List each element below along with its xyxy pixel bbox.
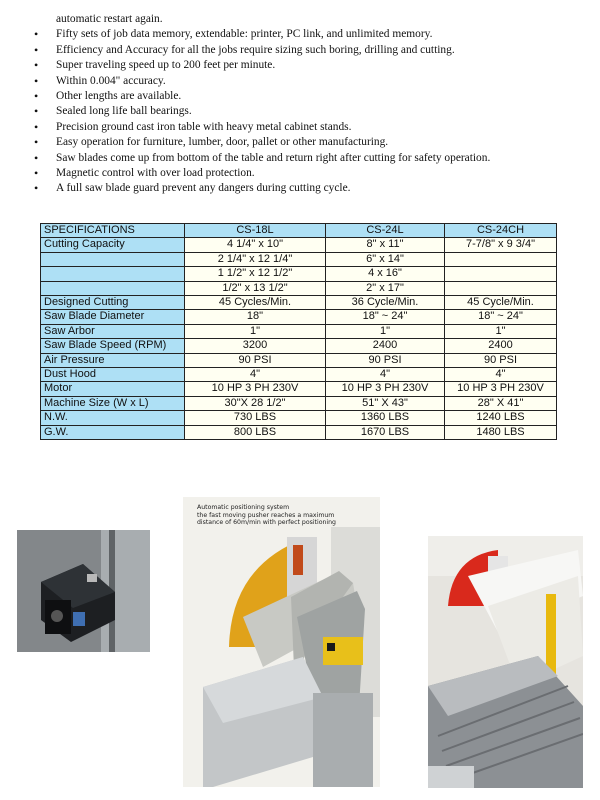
- spec-value: 3200: [185, 339, 326, 353]
- table-row: [41, 267, 557, 281]
- feature-item: • Within 0.004" accuracy.: [30, 74, 590, 89]
- spec-label: Saw Blade Speed (RPM): [41, 339, 185, 353]
- feature-item: • Fifty sets of job data memory, extendable: printer, PC link, and unlimited memory.: [30, 27, 590, 42]
- table-row: [41, 396, 557, 410]
- spec-value: 10 HP 3 PH 230V: [445, 382, 557, 396]
- table-row: [41, 339, 557, 353]
- feature-item: • Easy operation for furniture, lumber, door, pallet or other manufacturing.: [30, 135, 590, 150]
- spec-value: 4": [326, 368, 445, 382]
- spec-value: 28" X 41": [445, 396, 557, 410]
- table-row: [41, 238, 557, 252]
- spec-value: 2 1/4" x 12 1/4": [185, 252, 326, 266]
- spec-value: 730 LBS: [185, 411, 326, 425]
- spec-value: 90 PSI: [326, 353, 445, 367]
- spec-value: 7-7/8" x 9 3/4": [445, 238, 557, 252]
- features-section: [30, 12, 590, 197]
- spec-value: 1670 LBS: [326, 425, 445, 439]
- header-cell: CS-24L: [326, 224, 445, 238]
- specifications-table: [40, 223, 557, 440]
- spec-label: [41, 267, 185, 281]
- feature-item: • Other lengths are available.: [30, 89, 590, 104]
- table-row: [41, 382, 557, 396]
- spec-value: 4": [445, 368, 557, 382]
- table-body: [41, 238, 557, 440]
- features-continuation: automatic restart again.: [56, 13, 163, 25]
- motor-photo: [17, 530, 150, 652]
- table-row: [41, 353, 557, 367]
- spec-value: 18" ~ 24": [445, 310, 557, 324]
- saw-table-photo: [428, 536, 583, 788]
- features-list: [30, 27, 590, 196]
- spec-value: 1480 LBS: [445, 425, 557, 439]
- table-row: [41, 368, 557, 382]
- spec-value: 4 x 16": [326, 267, 445, 281]
- spec-label: [41, 281, 185, 295]
- spec-value: 90 PSI: [185, 353, 326, 367]
- table-header-row: [41, 224, 557, 238]
- spec-label: Motor: [41, 382, 185, 396]
- spec-value: 1": [326, 324, 445, 338]
- photo-caption: Automatic positioning system the fast moving pusher reaches a maximum distance of 60m/min with perfect positioning: [197, 504, 336, 527]
- spec-value: 45 Cycles/Min.: [185, 296, 326, 310]
- spec-value: 51" X 43": [326, 396, 445, 410]
- header-cell: SPECIFICATIONS: [41, 224, 185, 238]
- spec-value: 18" ~ 24": [326, 310, 445, 324]
- feature-item: • Precision ground cast iron table with heavy metal cabinet stands.: [30, 120, 590, 135]
- positioning-system-photo: [183, 497, 380, 787]
- spec-value: 45 Cycle/Min.: [445, 296, 557, 310]
- spec-value: 2" x 17": [326, 281, 445, 295]
- spec-label: Saw Blade Diameter: [41, 310, 185, 324]
- spec-value: 1": [185, 324, 326, 338]
- spec-value: 800 LBS: [185, 425, 326, 439]
- spec-value: 1360 LBS: [326, 411, 445, 425]
- spec-value: [445, 281, 557, 295]
- table-row: [41, 425, 557, 439]
- feature-item: • Sealed long life ball bearings.: [30, 104, 590, 119]
- header-cell: CS-18L: [185, 224, 326, 238]
- spec-value: [445, 252, 557, 266]
- spec-label: Air Pressure: [41, 353, 185, 367]
- feature-item: • Magnetic control with over load protection.: [30, 166, 590, 181]
- table-row: [41, 324, 557, 338]
- spec-value: 90 PSI: [445, 353, 557, 367]
- spec-label: Designed Cutting: [41, 296, 185, 310]
- spec-label: G.W.: [41, 425, 185, 439]
- table-row: [41, 411, 557, 425]
- spec-value: [445, 267, 557, 281]
- spec-value: 10 HP 3 PH 230V: [326, 382, 445, 396]
- spec-label: N.W.: [41, 411, 185, 425]
- spec-value: 4 1/4" x 10": [185, 238, 326, 252]
- table-row: [41, 252, 557, 266]
- spec-label: Saw Arbor: [41, 324, 185, 338]
- feature-item: • A full saw blade guard prevent any dangers during cutting cycle.: [30, 181, 590, 196]
- table-row: [41, 281, 557, 295]
- spec-value: 6" x 14": [326, 252, 445, 266]
- spec-label: Machine Size (W x L): [41, 396, 185, 410]
- feature-item: • Efficiency and Accuracy for all the jobs require sizing such boring, drilling and cutting.: [30, 43, 590, 58]
- spec-value: 36 Cycle/Min.: [326, 296, 445, 310]
- spec-label: [41, 252, 185, 266]
- spec-value: 30"X 28 1/2": [185, 396, 326, 410]
- spec-value: 1/2" x 13 1/2": [185, 281, 326, 295]
- spec-value: 10 HP 3 PH 230V: [185, 382, 326, 396]
- spec-value: 2400: [445, 339, 557, 353]
- spec-value: 1": [445, 324, 557, 338]
- spec-value: 18": [185, 310, 326, 324]
- spec-value: 2400: [326, 339, 445, 353]
- spec-label: Cutting Capacity: [41, 238, 185, 252]
- feature-item: • Saw blades come up from bottom of the table and return right after cutting for safety operation.: [30, 151, 590, 166]
- spec-value: 4": [185, 368, 326, 382]
- spec-value: 1 1/2" x 12 1/2": [185, 267, 326, 281]
- table-row: [41, 296, 557, 310]
- header-cell: CS-24CH: [445, 224, 557, 238]
- spec-label: Dust Hood: [41, 368, 185, 382]
- table-row: [41, 310, 557, 324]
- feature-item: • Super traveling speed up to 200 feet per minute.: [30, 58, 590, 73]
- spec-value: 1240 LBS: [445, 411, 557, 425]
- spec-value: 8" x 11": [326, 238, 445, 252]
